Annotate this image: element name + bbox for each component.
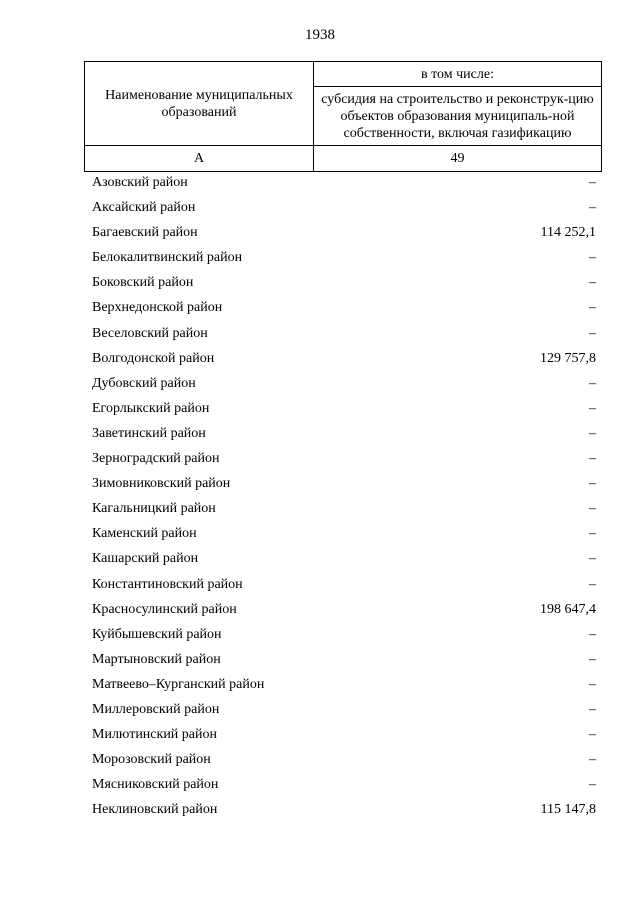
table-row	[92, 722, 596, 747]
municipality-name: Аксайский район	[92, 200, 196, 216]
header-municipality-name: Наименование муниципальных образований	[85, 62, 314, 146]
subsidy-value: 115 147,8	[540, 802, 596, 818]
municipality-name: Куйбышевский район	[92, 626, 222, 642]
subsidy-value: –	[589, 200, 596, 216]
table-row	[92, 446, 596, 471]
municipality-name: Кагальницкий район	[92, 501, 216, 517]
subsidy-value: –	[589, 576, 596, 592]
municipality-name: Дубовский район	[92, 375, 196, 391]
subsidy-value: –	[589, 325, 596, 341]
table-body	[92, 170, 596, 822]
municipality-name: Верхнедонской район	[92, 300, 223, 316]
subsidy-value: 198 647,4	[540, 601, 596, 617]
subsidy-value: –	[589, 250, 596, 266]
subsidy-value: –	[589, 651, 596, 667]
subsidy-value: –	[589, 451, 596, 467]
municipality-name: Миллеровский район	[92, 701, 220, 717]
subsidy-value: –	[589, 300, 596, 316]
table-row	[92, 521, 596, 546]
table-row	[92, 697, 596, 722]
municipality-name: Мартыновский район	[92, 651, 221, 667]
municipality-name: Константиновский район	[92, 576, 243, 592]
municipality-name: Зерноградский район	[92, 451, 220, 467]
table-row	[92, 471, 596, 496]
subsidy-value: –	[589, 526, 596, 542]
subsidy-value: –	[589, 375, 596, 391]
table-row	[92, 195, 596, 220]
municipality-name: Веселовский район	[92, 325, 208, 341]
table-row	[92, 421, 596, 446]
municipality-name: Зимовниковский район	[92, 476, 231, 492]
subsidy-value: –	[589, 425, 596, 441]
municipality-name: Багаевский район	[92, 225, 198, 241]
subsidy-value: –	[589, 777, 596, 793]
subsidy-value: –	[589, 551, 596, 567]
table-row	[92, 546, 596, 571]
subsidy-value: –	[589, 626, 596, 642]
table-row	[92, 496, 596, 521]
municipality-name: Кашарский район	[92, 551, 199, 567]
municipality-name: Заветинский район	[92, 425, 206, 441]
subsidy-value: –	[589, 752, 596, 768]
table-row	[92, 270, 596, 295]
header-column-a: А	[85, 146, 314, 172]
subsidy-value: –	[589, 175, 596, 190]
municipality-name: Красносулинский район	[92, 601, 237, 617]
subsidy-value: –	[589, 676, 596, 692]
municipality-name: Каменский район	[92, 526, 197, 542]
municipality-name: Азовский район	[92, 175, 188, 190]
table-header	[84, 61, 602, 172]
municipality-name: Егорлыкский район	[92, 400, 210, 416]
municipality-name: Неклиновский район	[92, 802, 218, 818]
header-subsidy-description: субсидия на строительство и реконструк-цию объектов образования муниципаль-ной собственности, включая газификацию	[314, 87, 602, 146]
page-number: 1938	[305, 27, 335, 43]
subsidy-value: –	[589, 727, 596, 743]
table-row	[92, 772, 596, 797]
table-row	[92, 622, 596, 647]
subsidy-value: –	[589, 400, 596, 416]
municipality-name: Боковский район	[92, 275, 194, 291]
subsidy-value: –	[589, 501, 596, 517]
table-row	[92, 295, 596, 320]
subsidy-value: –	[589, 275, 596, 291]
table-row	[92, 647, 596, 672]
header-including: в том числе:	[314, 62, 602, 87]
table-row	[92, 597, 596, 622]
header-column-49: 49	[314, 146, 602, 172]
table-row	[92, 346, 596, 371]
table-row	[92, 747, 596, 772]
municipality-name: Мясниковский район	[92, 777, 219, 793]
municipality-name: Матвеево–Курганский район	[92, 676, 265, 692]
table-row	[92, 371, 596, 396]
table-row	[92, 572, 596, 597]
table-row	[92, 321, 596, 346]
table-row	[92, 396, 596, 421]
table-row	[92, 672, 596, 697]
municipality-name: Милютинский район	[92, 727, 218, 743]
municipality-name: Морозовский район	[92, 752, 211, 768]
table-row	[92, 220, 596, 245]
table-row	[92, 170, 596, 195]
table-row	[92, 797, 596, 822]
subsidy-value: 114 252,1	[540, 225, 596, 241]
table-row	[92, 245, 596, 270]
subsidy-value: –	[589, 701, 596, 717]
subsidy-value: 129 757,8	[540, 350, 596, 366]
municipality-name: Белокалитвинский район	[92, 250, 243, 266]
municipality-name: Волгодонской район	[92, 350, 215, 366]
subsidy-value: –	[589, 476, 596, 492]
